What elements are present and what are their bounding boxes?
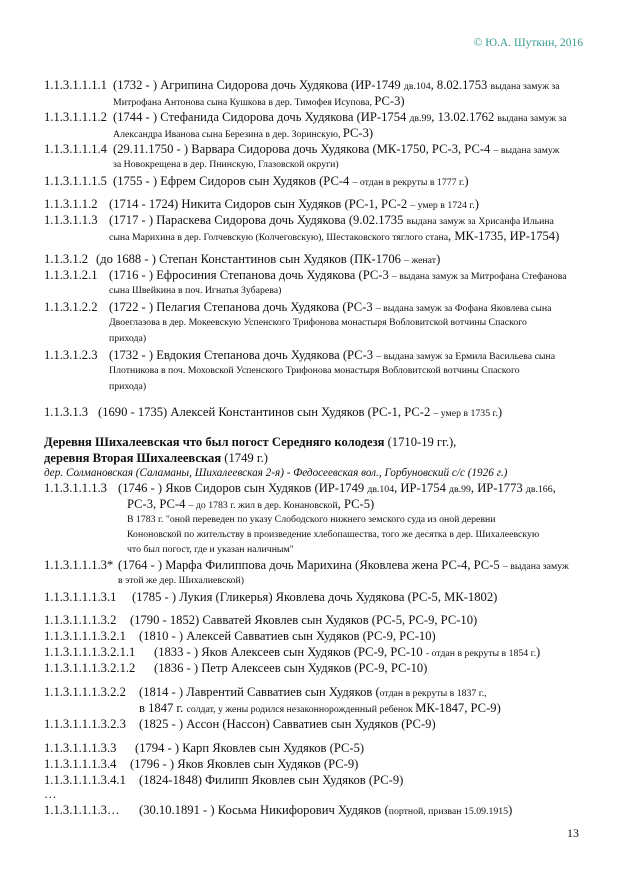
entry-id: 1.1.3.1.1.1.3 <box>44 481 107 495</box>
entry-text: , ИР-1773 <box>470 481 526 495</box>
entry-id: 1.1.3.1.1.1.3.2.3 <box>44 717 126 731</box>
entry-text: (1732 - ) Евдокия Степанова дочь Худякова (РС-3 <box>109 348 377 362</box>
entry-note: – до 1783 г. жил в дер. Конановской <box>188 500 338 511</box>
entry-id: 1.1.3.1.1.1.3.1 <box>44 590 117 604</box>
entry-text: , ИР-1754 <box>394 481 450 495</box>
entry-text: (1744 - ) Стефанида Сидорова дочь Худякова (ИР-1754 <box>113 110 410 124</box>
entry-note: – выдана замуж за Фофана Яковлева сына <box>375 303 552 314</box>
entry-note: Александра Иванова сына Березина в дер. Зоринскую, <box>113 129 343 140</box>
entry-text: ) <box>497 405 503 419</box>
entry-id: 1.1.3.1.1.1.3.2.1.1 <box>44 645 136 659</box>
entry-text: РС-3, РС-4 <box>127 497 189 511</box>
section-subtitle: дер. Солмановская (Саламаны, Шихалеевская 2-я) - Федосеевская вол., Горбуновский с/с (1926 г.) <box>44 467 508 479</box>
entry-text: (1836 - ) Петр Алексеев сын Худяков (РС-9, РС-10) <box>154 661 428 675</box>
entry-line <box>44 756 358 772</box>
entry-text: (1785 - ) Лукия (Гликерья) Яковлева дочь Худякова (РС-5, МК-1802) <box>132 590 498 604</box>
entry-note: выдана замуж за <box>490 81 560 92</box>
page-number: 13 <box>567 826 579 840</box>
entry-text: (1746 - ) Яков Сидоров сын Худяков (ИР-1749 <box>118 481 368 495</box>
entry-text: РС-3) <box>374 94 405 108</box>
entry-text: ) <box>536 645 541 659</box>
entry-continuation: в этой же дер. Шихалиевской) <box>118 575 244 586</box>
entry-line <box>44 772 403 788</box>
entry-text: (до 1688 - ) Степан Константинов сын Худяков (ПК-1706 <box>96 252 405 266</box>
entry-line <box>44 740 364 756</box>
entry-text: , РС-5) <box>337 497 375 511</box>
entry-line <box>44 628 436 644</box>
section-title-line-1 <box>44 434 456 450</box>
entry-text: (29.11.1750 - ) Варвара Сидорова дочь Худякова (МК-1750, РС-3, РС-4 <box>113 142 494 156</box>
entry-note: дв.104 <box>403 81 431 92</box>
entry-id: 1.1.3.1.1.1.3* <box>44 558 114 572</box>
entry-text: РС-3) <box>342 126 374 140</box>
entry-id: 1.1.3.1.1.1.3.2 <box>44 613 117 627</box>
entry-continuation: сына Швейкина в поч. Игнатья Зубарева) <box>109 285 282 296</box>
entry-note: – умер в 1724 г. <box>410 200 475 211</box>
entry-note: портной, призван 15.09.1915 <box>388 806 509 817</box>
entry-note: дв.166 <box>525 484 553 495</box>
entry-text: (1717 - ) Параскева Сидорова дочь Худякова (9.02.1735 <box>109 213 407 227</box>
entry-text: , 8.02.1753 <box>430 78 491 92</box>
entry-text: (1814 - ) Лаврентий Савватиев сын Худяков ( <box>139 685 380 699</box>
entry-text: (1755 - ) Ефрем Сидоров сын Худяков (РС-4 <box>113 174 353 188</box>
entry-text: , <box>552 481 556 495</box>
entry-text: (1824-1848) Филипп Яковлев сын Худяков (РС-9) <box>139 773 404 787</box>
entry-id: 1.1.3.1.1.1.3.4 <box>44 757 117 771</box>
section-title-line-2 <box>44 450 268 466</box>
ellipsis: … <box>44 787 57 801</box>
entry-id: 1.1.3.1.1.1.1 <box>44 78 107 92</box>
section-title: Деревня Шихалеевская что был погост Середняго колодезя <box>44 435 385 449</box>
entry-line <box>44 173 469 191</box>
entry-id: 1.1.3.1.1.3 <box>44 213 98 227</box>
entry-id: 1.1.3.1.1.2 <box>44 197 98 211</box>
entry-note: - отдан в рекруты в 1854 г. <box>425 648 537 659</box>
entry-note: – выдана замуж за Митрофана Стефанова <box>391 271 567 282</box>
entry-note: Митрофана Антонова сына Кушкова в дер. Тимофея Исупова, <box>113 97 375 108</box>
entry-text: (30.10.1891 - ) Косьма Никифорович Худяков ( <box>139 803 389 817</box>
entry-text: (1732 - ) Агрипина Сидорова дочь Худякова (ИР-1749 <box>113 78 404 92</box>
entry-note: дв.99 <box>409 113 432 124</box>
entry-line <box>44 716 436 732</box>
entry-text: ) <box>508 803 513 817</box>
entry-id: 1.1.3.1.1.1.3.3 <box>44 741 117 755</box>
entry-id: 1.1.3.1.1.1.3.2.1 <box>44 629 126 643</box>
section-title: деревня Вторая Шихалеевская <box>44 451 222 465</box>
entry-continuation: Плотникова в поч. Моховской Успенского Трифонова монастыря Вобловитской вотчины Спаского <box>109 365 520 376</box>
entry-text: ) <box>436 252 441 266</box>
entry-note: – умер в 1735 г. <box>433 408 498 419</box>
entry-id: 1.1.3.1.2 <box>44 252 89 266</box>
entry-text: МК-1847, РС-9) <box>415 701 501 715</box>
entry-text: (1794 - ) Карп Яковлев сын Худяков (РС-5) <box>135 741 365 755</box>
entry-quote: Кононовской по жительству в произведение хлебопашества, того же десятка в дер. Шихалеевскую <box>127 529 540 540</box>
entry-id: 1.1.3.1.1.1.3.4.1 <box>44 773 126 787</box>
entry-text: ) <box>474 197 479 211</box>
entry-note: солдат, у жены родился незаконнорожденный ребенок <box>186 704 416 715</box>
entry-note: – выдана замуж <box>502 561 569 572</box>
entry-quote: что был погост, где и указан наличным" <box>127 544 294 555</box>
entry-note: дв.99 <box>449 484 471 495</box>
entry-id: 1.1.3.1.1.1.3… <box>44 803 120 817</box>
entry-id: 1.1.3.1.1.1.3.2.1.2 <box>44 661 136 675</box>
entry-continuation <box>109 228 559 246</box>
entry-continuation: за Новокрещена в дер. Пнинскую, Глазовской округи) <box>113 159 339 170</box>
entry-text: , 13.02.1762 <box>431 110 498 124</box>
entry-line <box>44 589 497 605</box>
entry-text: (1690 - 1735) Алексей Константинов сын Худяков (РС-1, РС-2 <box>98 405 434 419</box>
entry-text: в 1847 г. <box>139 701 187 715</box>
entry-text: (1825 - ) Ассон (Нассон) Савватиев сын Худяков (РС-9) <box>139 717 436 731</box>
entry-id: 1.1.3.1.1.1.2 <box>44 110 107 124</box>
entry-note: выдана замуж за <box>497 113 567 124</box>
entry-text: (1764 - ) Марфа Филиппова дочь Марихина (Яковлева жена РС-4, РС-5 <box>118 558 503 572</box>
entry-note: выдана замуж за Хрисанфа Ильина <box>406 216 554 227</box>
entry-text: (1810 - ) Алексей Савватиев сын Худяков (РС-9, РС-10) <box>139 629 436 643</box>
section-date: (1749 г.) <box>221 451 268 465</box>
entry-text: (1722 - ) Пелагия Степанова дочь Худякова (РС-3 <box>109 300 376 314</box>
entry-id: 1.1.3.1.2.2 <box>44 300 98 314</box>
entry-line <box>44 660 427 676</box>
entry-text: (1796 - ) Яков Яковлев сын Худяков (РС-9) <box>130 757 359 771</box>
entry-note: – выдана замуж <box>493 145 560 156</box>
entry-note: сына Марихина в дер. Голчевскую (Колчеговскую), Шестаковского тяглого стана <box>109 232 449 243</box>
entry-note: дв.104 <box>367 484 395 495</box>
entry-id: 1.1.3.1.2.3 <box>44 348 98 362</box>
entry-note: – выдана замуж за Ермила Васильева сына <box>376 351 556 362</box>
copyright-notice: © Ю.А. Шуткин, 2016 <box>473 37 583 49</box>
entry-continuation: Двоеглазова в дер. Мокеевскую Успенского Трифонова монастыря Вобловитской вотчины Спаского <box>109 317 527 328</box>
entry-continuation: прихода) <box>109 333 147 344</box>
entry-id: 1.1.3.1.1.1.4 <box>44 142 107 156</box>
entry-continuation: прихода) <box>109 381 147 392</box>
entry-note: отдан в рекруты в 1837 г., <box>379 688 487 699</box>
entry-id: 1.1.3.1.1.1.5 <box>44 174 107 188</box>
entry-note: – женат <box>404 255 437 266</box>
entry-note: – отдан в рекруты в 1777 г. <box>352 177 465 188</box>
entry-line <box>44 612 477 628</box>
entry-id: 1.1.3.1.2.1 <box>44 268 98 282</box>
entry-id: 1.1.3.1.3 <box>44 405 89 419</box>
entry-text: (1790 - 1852) Савватей Яковлев сын Худяков (РС-5, РС-9, РС-10) <box>130 613 478 627</box>
entry-line <box>44 802 512 820</box>
entry-text: (1716 - ) Ефросиния Степанова дочь Худякова (РС-3 <box>109 268 392 282</box>
entry-text: , МК-1735, ИР-1754) <box>448 229 560 243</box>
entry-text: (1833 - ) Яков Алексеев сын Худяков (РС-9, РС-10 <box>154 645 426 659</box>
entry-quote: В 1783 г. "оной переведен по указу Слободского нижнего земского суда из оной деревни <box>127 514 496 525</box>
section-date: (1710-19 гг.), <box>384 435 457 449</box>
entry-id: 1.1.3.1.1.1.3.2.2 <box>44 685 126 699</box>
entry-text: ) <box>464 174 469 188</box>
entry-line <box>44 404 502 422</box>
entry-text: (1714 - 1724) Никита Сидоров сын Худяков (РС-1, РС-2 <box>109 197 411 211</box>
